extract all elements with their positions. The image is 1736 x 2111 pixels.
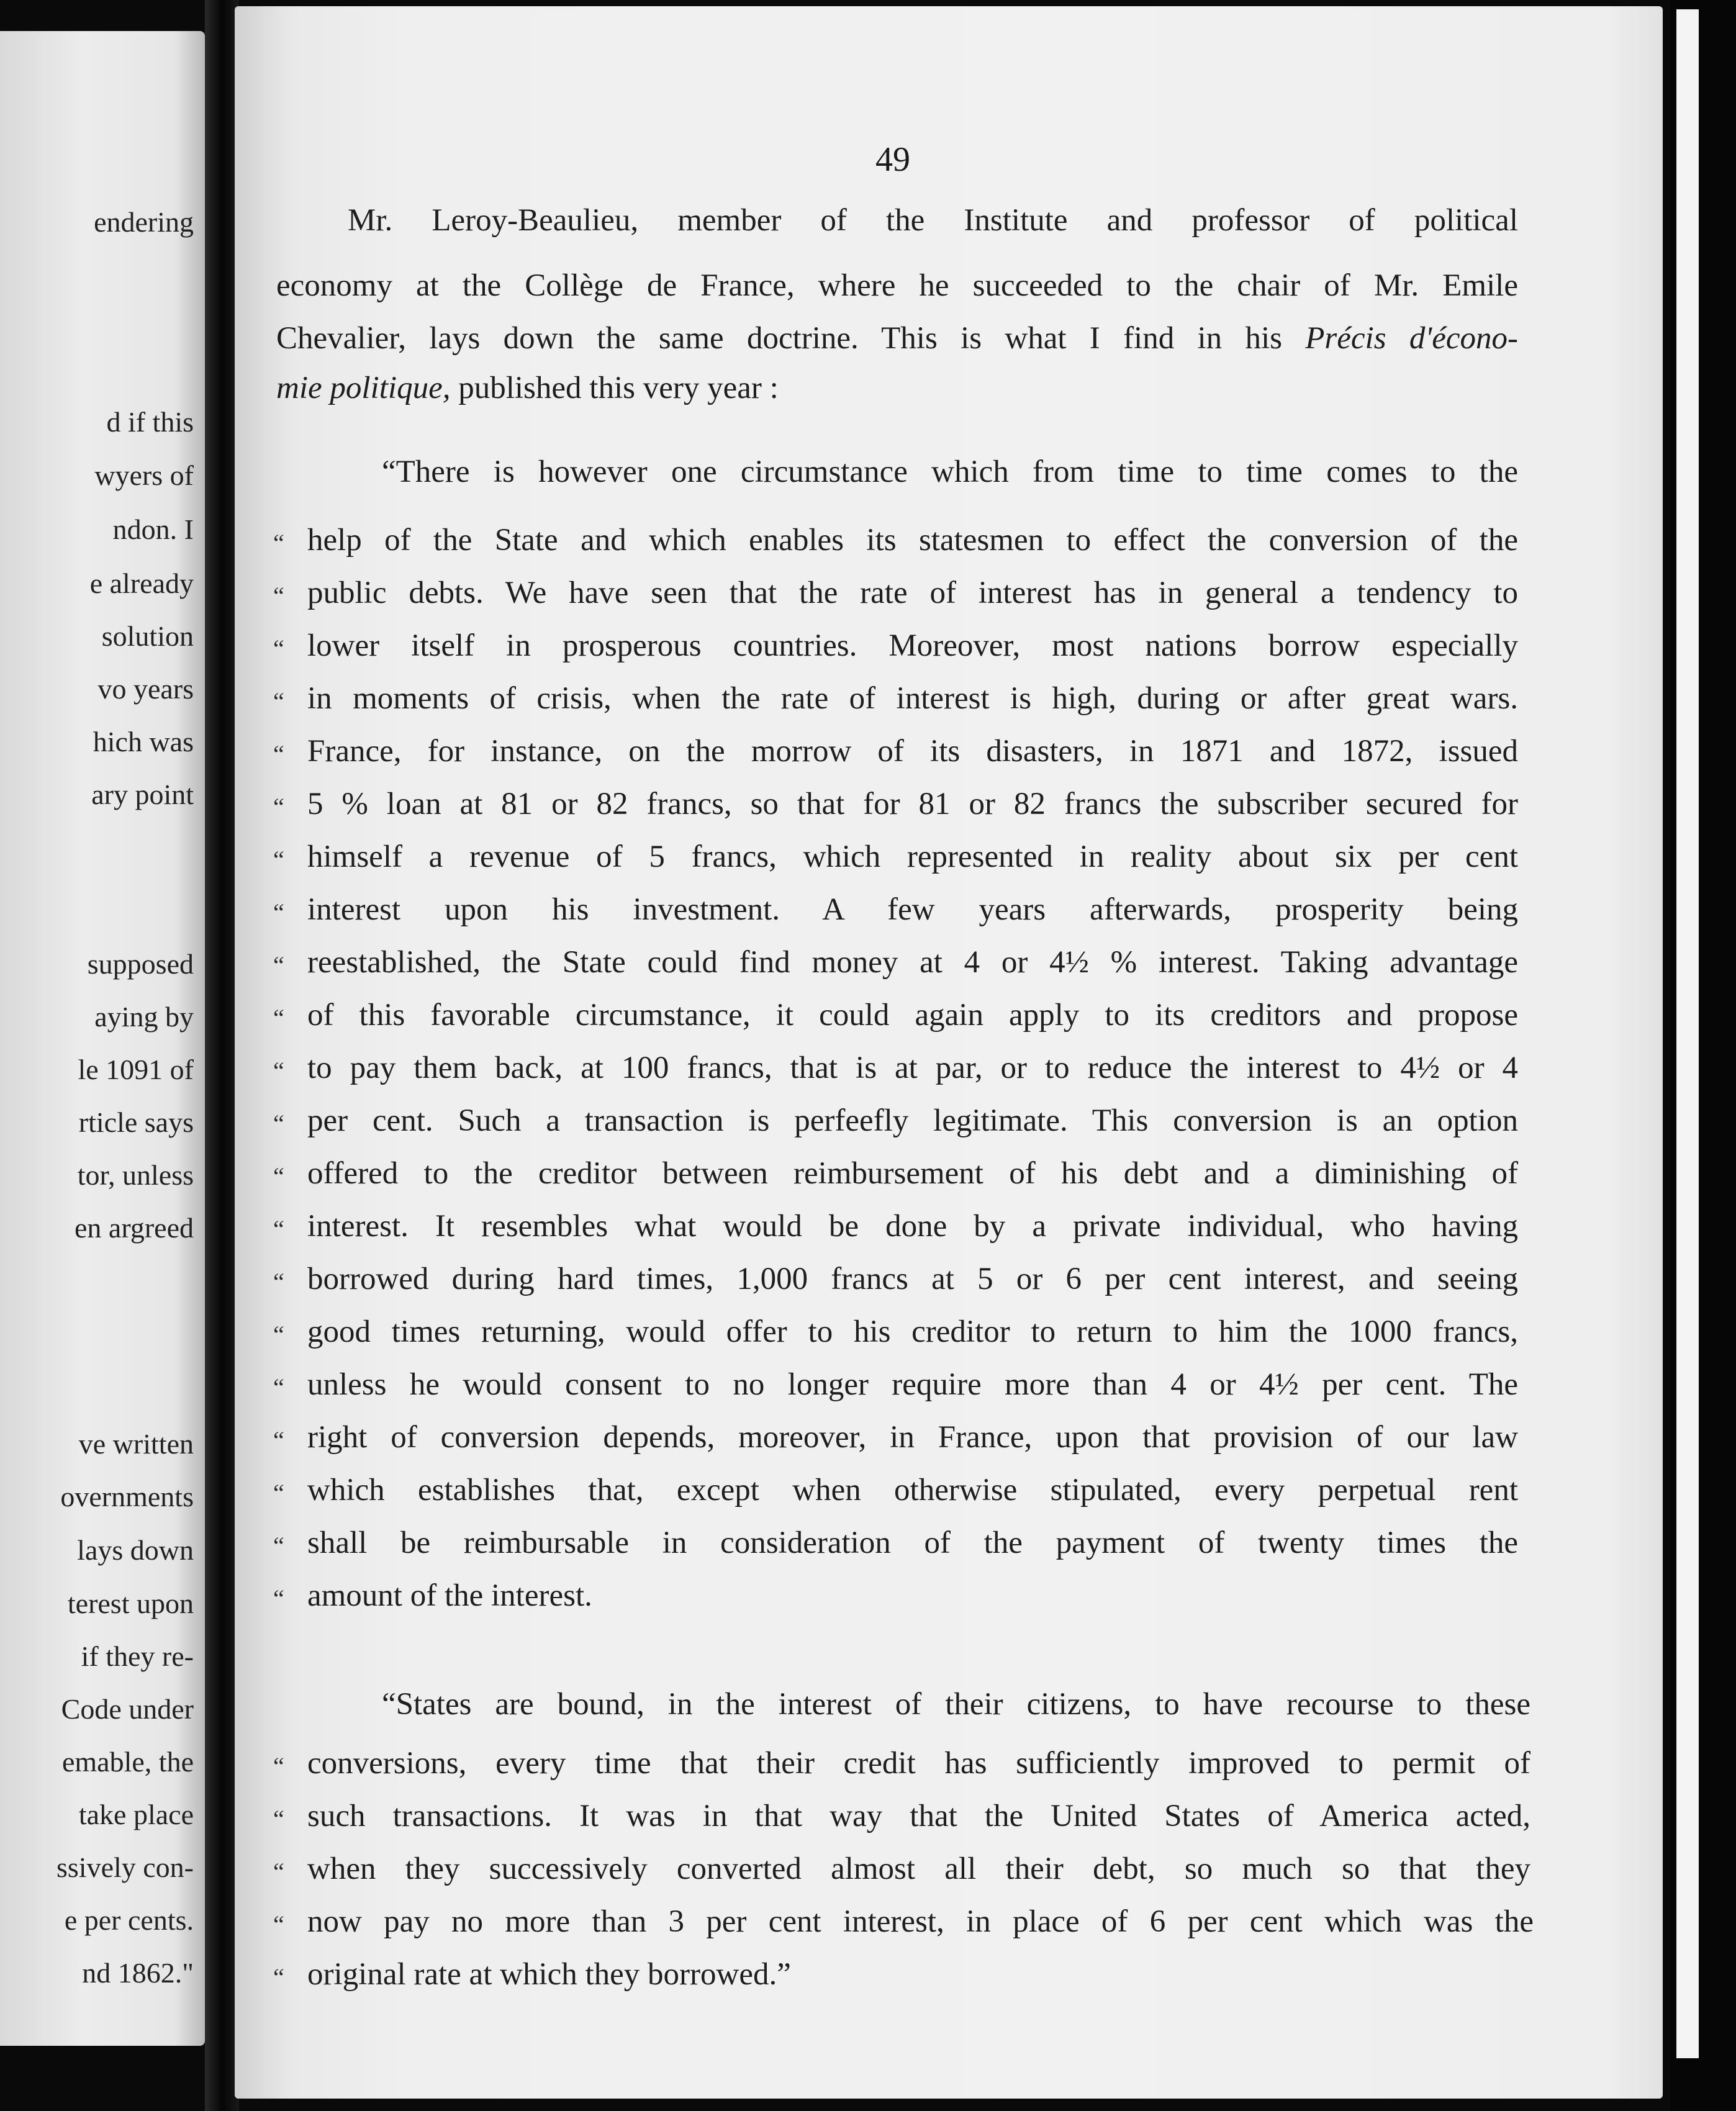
quote-mark: “ — [273, 846, 284, 874]
quote-line: himself a revenue of 5 francs, which represented in reality about six per cent — [307, 839, 1518, 874]
quote-mark: “ — [273, 582, 284, 610]
quote-mark: “ — [273, 1268, 284, 1296]
left-page-line: hich was — [93, 726, 194, 757]
quote-mark: “ — [273, 1110, 284, 1137]
quote-line: in moments of crisis, when the rate of interest is high, during or after great wars. — [307, 681, 1518, 716]
left-page-line: nd 1862." — [82, 1957, 194, 1989]
quote-mark: “ — [273, 898, 284, 926]
quote-line: help of the State and which enables its statesmen to effect the conversion of the — [307, 523, 1518, 558]
quote-line: now pay no more than 3 per cent interest, in place of 6 per cent which was the — [307, 1904, 1534, 1939]
quote-mark: “ — [273, 1004, 284, 1032]
book-gutter — [205, 0, 239, 2111]
quote-mark: “ — [273, 1162, 284, 1190]
left-page-line: overnments — [60, 1481, 194, 1512]
quote-line: original rate at which they borrowed.” — [307, 1957, 791, 1992]
page-number: 49 — [875, 140, 910, 179]
quote-line: conversions, every time that their credit has sufficiently improved to permit of — [307, 1746, 1530, 1781]
quote-mark: “ — [273, 1215, 284, 1243]
left-page-line: lays down — [77, 1534, 194, 1566]
quote-mark: “ — [273, 635, 284, 662]
quote-mark: “ — [273, 1858, 284, 1886]
left-page-line: wyers of — [94, 459, 194, 491]
quote-mark: “ — [273, 1752, 284, 1780]
left-page-line: e per cents. — [64, 1904, 194, 1936]
quote-line: per cent. Such a transaction is perfeefly legitimate. This conversion is an option — [307, 1103, 1518, 1138]
quote-line: such transactions. It was in that way that the United States of America acted, — [307, 1799, 1530, 1833]
quote-mark: “ — [273, 1057, 284, 1085]
left-page-line: vo years — [97, 673, 194, 705]
quote-line: lower itself in prosperous countries. Moreover, most nations borrow especially — [307, 628, 1518, 663]
quote-mark: “ — [273, 1584, 284, 1612]
quote-mark: “ — [273, 1321, 284, 1349]
left-page-line: if they re- — [81, 1640, 194, 1672]
left-page-line: aying by — [94, 1001, 194, 1033]
quote-mark: “ — [273, 529, 284, 557]
left-page-line: ve written — [78, 1428, 194, 1460]
left-page-line: solution — [101, 620, 194, 652]
quote-line: “There is however one circumstance which from time to time comes to the — [382, 454, 1518, 489]
quote-line: “States are bound, in the interest of their citizens, to have recourse to these — [382, 1687, 1530, 1722]
quote-mark: “ — [273, 1805, 284, 1833]
quote-line: right of conversion depends, moreover, in France, upon that provision of our law — [307, 1420, 1518, 1455]
quote-line: 5 % loan at 81 or 82 francs, so that for 81 or 82 francs the subscriber secured for — [307, 787, 1518, 821]
quote-mark: “ — [273, 1373, 284, 1401]
left-page-line: d if this — [106, 406, 194, 438]
intro-line: economy at the Collège de France, where he succeeded to the chair of Mr. Emile — [276, 268, 1518, 303]
left-page-line: ssively con- — [56, 1851, 194, 1883]
page-edge — [1676, 9, 1699, 2058]
quote-line: interest upon his investment. A few years afterwards, prosperity being — [307, 892, 1518, 927]
quote-mark: “ — [273, 1963, 284, 1991]
left-page-line: ndon. I — [112, 513, 194, 545]
left-page-line: ary point — [91, 779, 194, 810]
quote-line: offered to the creditor between reimbursement of his debt and a diminishing of — [307, 1156, 1518, 1191]
left-page-line: emable, the — [61, 1746, 194, 1778]
intro-line: mie politique, published this very year : — [276, 371, 779, 405]
quote-line: when they successively converted almost all their debt, so much so that they — [307, 1851, 1530, 1886]
intro-line: Chevalier, lays down the same doctrine. This is what I find in his Précis d'écono- — [276, 321, 1518, 356]
quote-line: good times returning, would offer to his creditor to return to him the 1000 francs, — [307, 1314, 1518, 1349]
quote-mark: “ — [273, 793, 284, 821]
quote-mark: “ — [273, 1426, 284, 1454]
quote-line: public debts. We have seen that the rate of interest has in general a tendency to — [307, 576, 1518, 610]
left-page-line: tor, unless — [77, 1159, 194, 1191]
quote-line: to pay them back, at 100 francs, that is at par, or to reduce the interest to 4½ or 4 — [307, 1051, 1518, 1085]
quote-mark: “ — [273, 740, 284, 768]
quote-line: reestablished, the State could find money at 4 or 4½ % interest. Taking advantage — [307, 945, 1518, 980]
quote-mark: “ — [273, 1910, 284, 1938]
left-page-line: take place — [78, 1799, 194, 1830]
quote-line: France, for instance, on the morrow of its disasters, in 1871 and 1872, issued — [307, 734, 1518, 769]
quote-line: unless he would consent to no longer require more than 4 or 4½ per cent. The — [307, 1367, 1518, 1402]
left-page-line: rticle says — [78, 1106, 194, 1138]
left-facing-page — [0, 31, 205, 2046]
left-page-line: terest upon — [67, 1588, 194, 1619]
left-page-line: Code under — [61, 1693, 194, 1725]
left-page-line: le 1091 of — [78, 1054, 194, 1085]
quote-line: shall be reimbursable in consideration of the payment of twenty times the — [307, 1526, 1518, 1560]
quote-line: which establishes that, except when otherwise stipulated, every perpetual rent — [307, 1473, 1518, 1508]
intro-line: Mr. Leroy-Beaulieu, member of the Institute and professor of political — [348, 203, 1518, 238]
quote-line: interest. It resembles what would be done by a private individual, who having — [307, 1209, 1518, 1244]
quote-mark: “ — [273, 1532, 284, 1560]
quote-line: of this favorable circumstance, it could again apply to its creditors and propose — [307, 998, 1518, 1033]
quote-mark: “ — [273, 1479, 284, 1507]
quote-line: amount of the interest. — [307, 1578, 592, 1613]
left-page-line: supposed — [87, 948, 194, 980]
left-page-line: e already — [89, 567, 194, 599]
quote-mark: “ — [273, 951, 284, 979]
left-page-line: en argreed — [75, 1212, 194, 1244]
quote-mark: “ — [273, 687, 284, 715]
quote-line: borrowed during hard times, 1,000 francs at 5 or 6 per cent interest, and seeing — [307, 1262, 1518, 1296]
left-page-line: endering — [94, 206, 194, 238]
